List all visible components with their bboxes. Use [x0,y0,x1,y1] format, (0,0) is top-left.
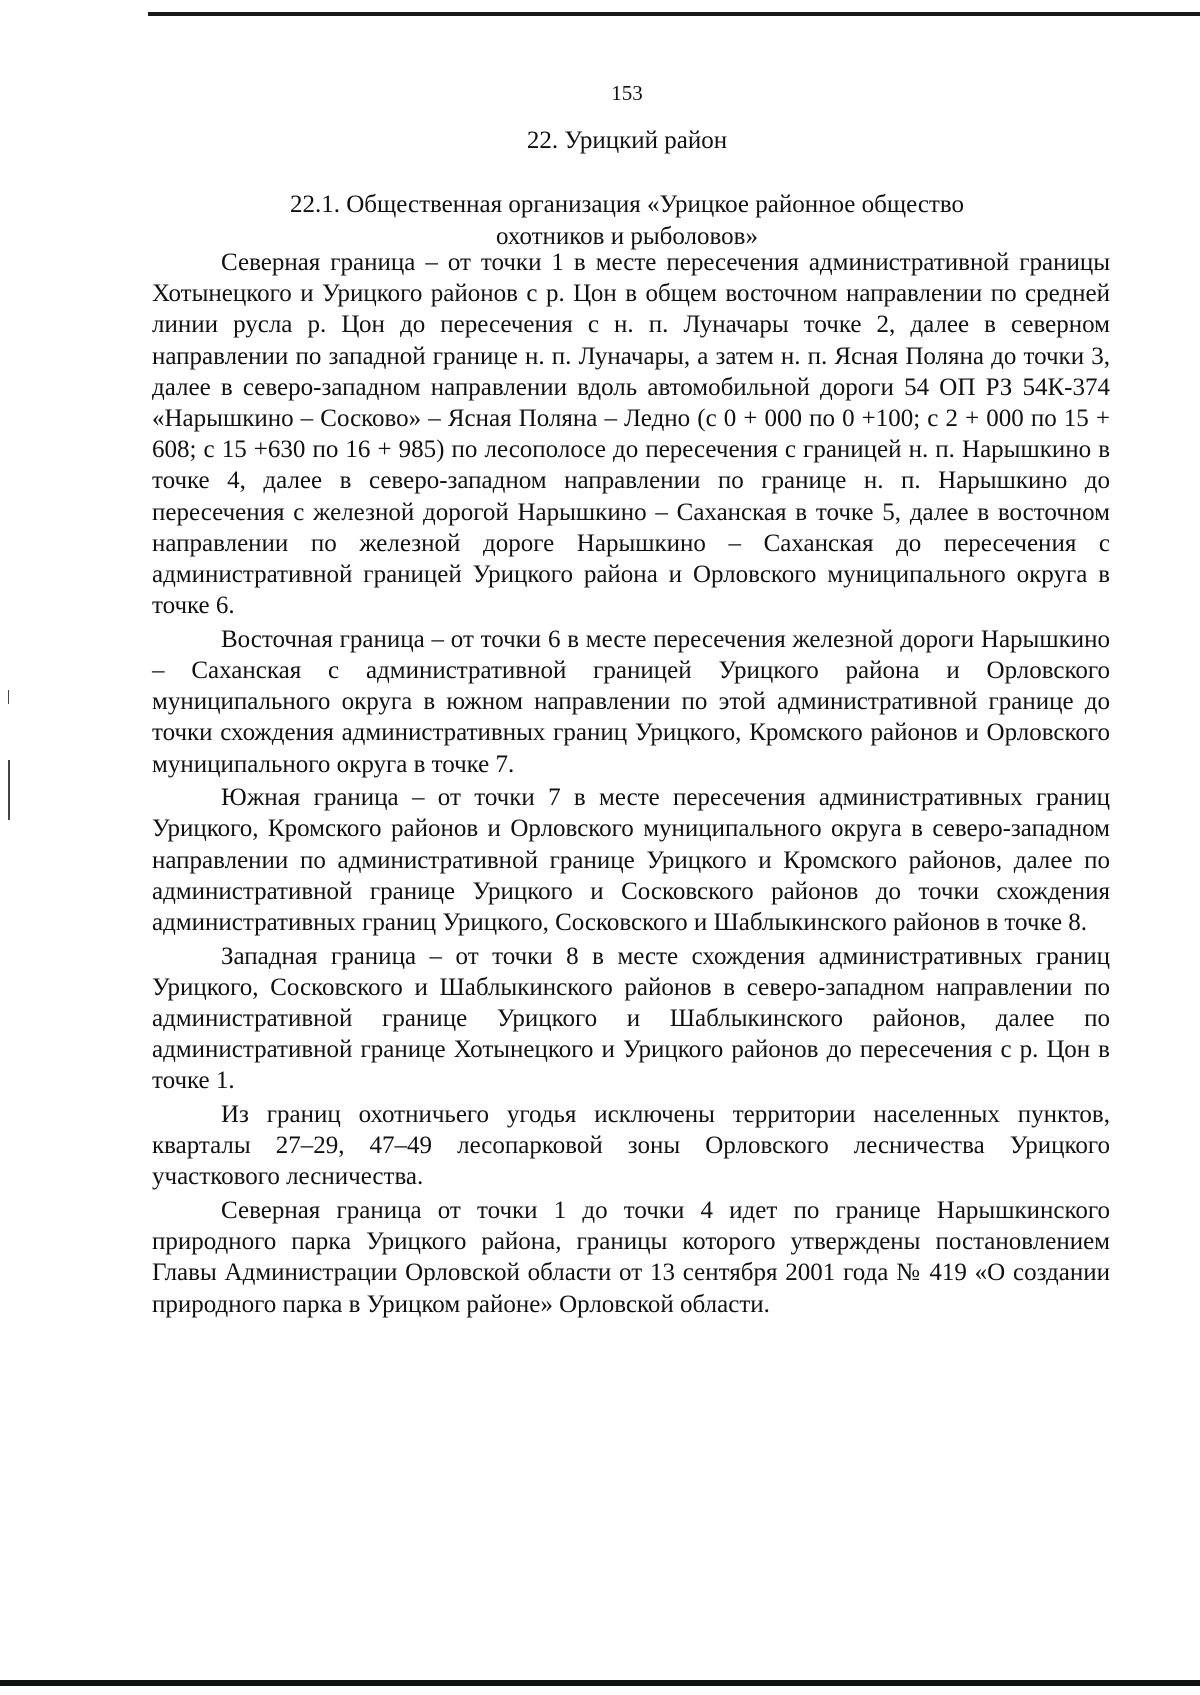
page-number: 153 [611,81,643,105]
scan-top-edge-line [148,12,1200,16]
paragraph-nature-park: Северная граница от точки 1 до точки 4 идет по границе Нарышкинского природного парка Урицкого района, границы которого утверждены постановлением Главы Администрации Орловской области от 13 сентября 2001 года № 419 «О создании природного парка в Урицком районе» Орловской области. [152,1197,1110,1318]
paragraph-northern-border: Северная граница – от точки 1 в месте пересечения административной границы Хотынецкого и Урицкого районов с р. Цон в общем восточном направлении по средней линии русла р. Цон до пересечения с н. п. Луначары точке 2, далее в северном направлении по западной границе н. п. Луначары, а затем н. п. Ясная Поляна до точки 3, далее в северо-западном направлении вдоль автомобильной дороги 54 ОП РЗ 54К-374 «Нарышкино – Сосково» – Ясная Поляна – Ледно (с 0 + 000 по 0 +100; с 2 + 000 по 15 + 608; с 15 +630 по 16 + 985) по лесополосе до пересечения с границей н. п. Нарышкино в точке 4, далее в северо-западном направлении по границе н. п. Нарышкино до пересечения с железной дорогой Нарышкино – Саханская в точке 5, далее в восточном направлении по железной дороге Нарышкино – Саханская до пересечения с административной границей Урицкого района и Орловского муниципального округа в точке 6. [152,249,1110,620]
section-title: 22. Урицкий район [526,127,728,154]
subsection-title-line: 22.1. Общественная организация «Урицкое районное общество [290,191,964,218]
subsection-title [230,189,1024,253]
scan-margin-mark [8,760,10,820]
paragraph-eastern-border: Восточная граница – от точки 6 в месте пересечения железной дороги Нарышкино – Саханская с административной границей Урицкого района и Орловского муниципального округа в южном направлении по этой административной границе до точки схождения административных границ Урицкого, Кромского районов и Орловского муниципального округа в точке 7. [152,625,1110,778]
scan-bottom-edge-line [0,1680,1200,1686]
paragraph-western-border: Западная граница – от точки 8 в месте схождения административных границ Урицкого, Сосковского и Шаблыкинского районов в северо-западном направлении по административной границе Урицкого и Шаблыкинского районов, далее по административной границе Хотынецкого и Урицкого районов до пересечения с р. Цон в точке 1. [152,942,1110,1095]
subsection-title-line: охотников и рыболовов» [496,223,758,250]
scan-margin-mark [8,690,9,704]
paragraph-exclusions: Из границ охотничьего угодья исключены территории населенных пунктов, кварталы 27–29, 47–49 лесопарковой зоны Орловского лесничества Урицкого участкового лесничества. [152,1101,1110,1191]
document-body [152,247,1110,1322]
paragraph-southern-border: Южная граница – от точки 7 в месте пересечения административных границ Урицкого, Кромского районов и Орловского муниципального округа в северо-западном направлении по административной границе Урицкого и Кромского районов, далее по административной границе Урицкого и Сосковского районов до точки схождения административных границ Урицкого, Сосковского и Шаблыкинского районов в точке 8. [152,784,1110,937]
